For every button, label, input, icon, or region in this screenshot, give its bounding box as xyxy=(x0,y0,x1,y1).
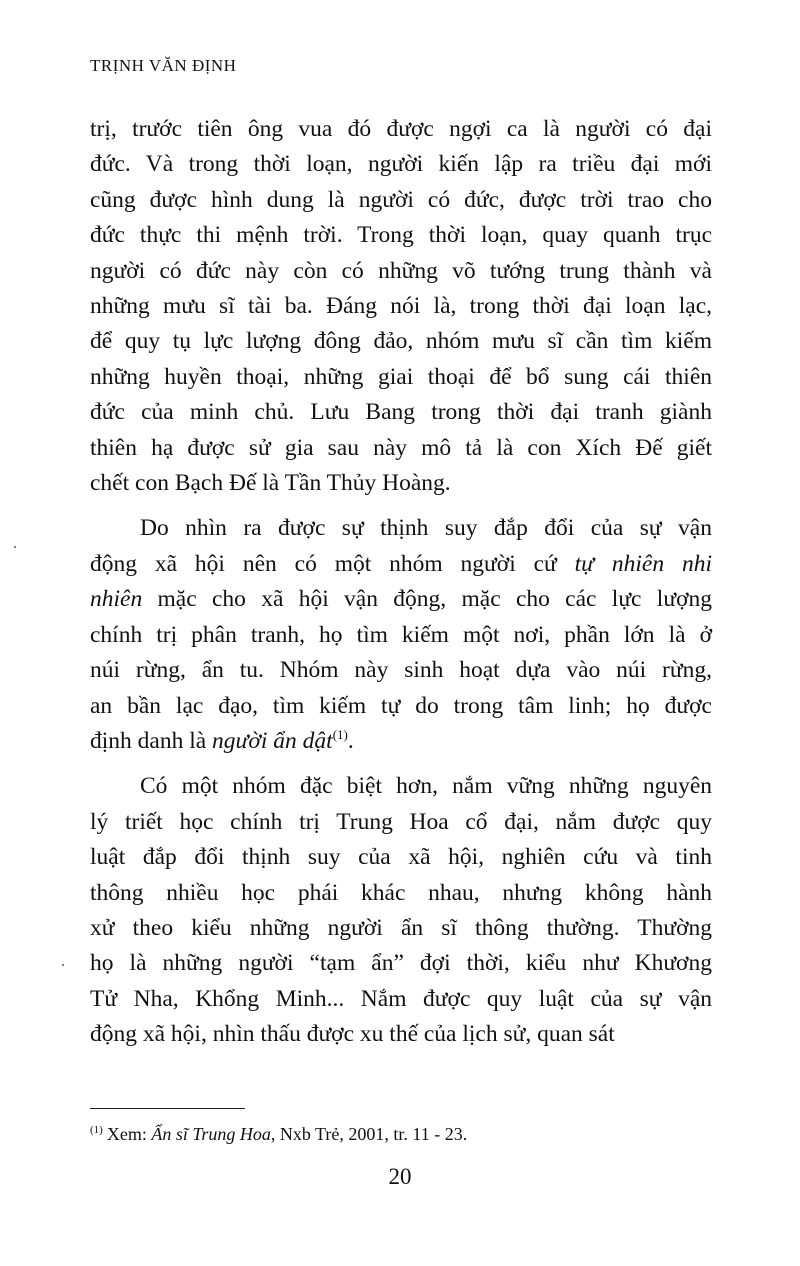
footnote-reference: (1) xyxy=(332,727,348,743)
text-segment: động xã hội nên có một nhóm người cứ xyxy=(90,550,575,577)
text-line: những mưu sĩ tài ba. Đáng nói là, trong thời đại loạn lạc, xyxy=(90,293,712,320)
text-line xyxy=(90,724,712,759)
text-line: đức thực thi mệnh trời. Trong thời loạn, quay quanh trục xyxy=(90,222,712,249)
text-line: thiên hạ được sử gia sau này mô tả là con Xích Đế giết xyxy=(90,434,712,461)
footnote-prefix: Xem: xyxy=(106,1124,152,1144)
text-line: Do nhìn ra được sự thịnh suy đắp đổi của sự vận xyxy=(140,515,712,542)
text-line: cũng được hình dung là người có đức, được trời trao cho xyxy=(90,186,712,213)
text-line: thông nhiều học phái khác nhau, nhưng không hành xyxy=(90,879,712,906)
text-line: đức. Và trong thời loạn, người kiến lập ra triều đại mới xyxy=(90,151,712,178)
footnote xyxy=(90,1124,467,1145)
scan-speck xyxy=(62,964,64,966)
paragraph xyxy=(90,112,712,501)
text-line: họ là những người “tạm ẩn” đợi thời, kiểu như Khương xyxy=(90,950,712,977)
italic-term: nhiên xyxy=(90,586,143,613)
text-line: những huyền thoại, những giai thoại để bổ sung cái thiên xyxy=(90,363,712,390)
text-line: chết con Bạch Đế là Tần Thủy Hoàng. xyxy=(90,470,451,497)
text-line: an bần lạc đạo, tìm kiếm tự do trong tâm linh; họ được xyxy=(90,692,712,719)
text-line: Tử Nha, Khổng Minh... Nắm được quy luật của sự vận xyxy=(90,985,712,1012)
text-line: xử theo kiểu những người ẩn sĩ thông thường. Thường xyxy=(90,914,712,941)
italic-term: người ẩn dật xyxy=(212,727,333,754)
text-line: đức của minh chủ. Lưu Bang trong thời đại tranh giành xyxy=(90,399,712,426)
footnote-publication: , Nxb Trẻ, 2001, tr. 11 - 23. xyxy=(270,1124,468,1144)
text-line xyxy=(90,547,712,582)
text-line: chính trị phân tranh, họ tìm kiếm một nơi, phần lớn là ở xyxy=(90,621,712,648)
text-line: động xã hội, nhìn thấu được xu thế của lịch sử, quan sát xyxy=(90,1021,615,1048)
paragraph xyxy=(90,511,712,759)
footnote-marker: (1) xyxy=(90,1124,103,1136)
text-line: trị, trước tiên ông vua đó được ngợi ca là người có đại xyxy=(90,116,712,142)
text-segment: mặc cho xã hội vận động, mặc cho các lực lượng xyxy=(142,586,712,613)
footnote-book-title: Ẩn sĩ Trung Hoa xyxy=(151,1124,271,1144)
text-line: luật đắp đổi thịnh suy của xã hội, nghiên cứu và tinh xyxy=(90,844,712,871)
text-segment: định danh là xyxy=(90,727,213,754)
body-text xyxy=(90,112,712,1053)
text-line: lý triết học chính trị Trung Hoa cổ đại, nắm được quy xyxy=(90,808,712,835)
italic-term: tự nhiên nhi xyxy=(574,550,712,577)
running-head: TRỊNH VĂN ĐỊNH xyxy=(90,56,237,75)
text-segment: . xyxy=(347,727,354,754)
text-line: núi rừng, ẩn tu. Nhóm này sinh hoạt dựa vào núi rừng, xyxy=(90,657,712,684)
paragraph xyxy=(90,769,712,1052)
text-line: người có đức này còn có những võ tướng trung thành và xyxy=(90,257,712,284)
footnote-divider xyxy=(90,1108,245,1109)
text-line: để quy tụ lực lượng đông đảo, nhóm mưu sĩ cần tìm kiếm xyxy=(90,328,712,355)
page-number: 20 xyxy=(388,1164,412,1189)
text-line: Có một nhóm đặc biệt hơn, nắm vững những nguyên xyxy=(140,773,712,800)
text-line xyxy=(90,582,712,617)
scan-speck xyxy=(14,546,16,548)
